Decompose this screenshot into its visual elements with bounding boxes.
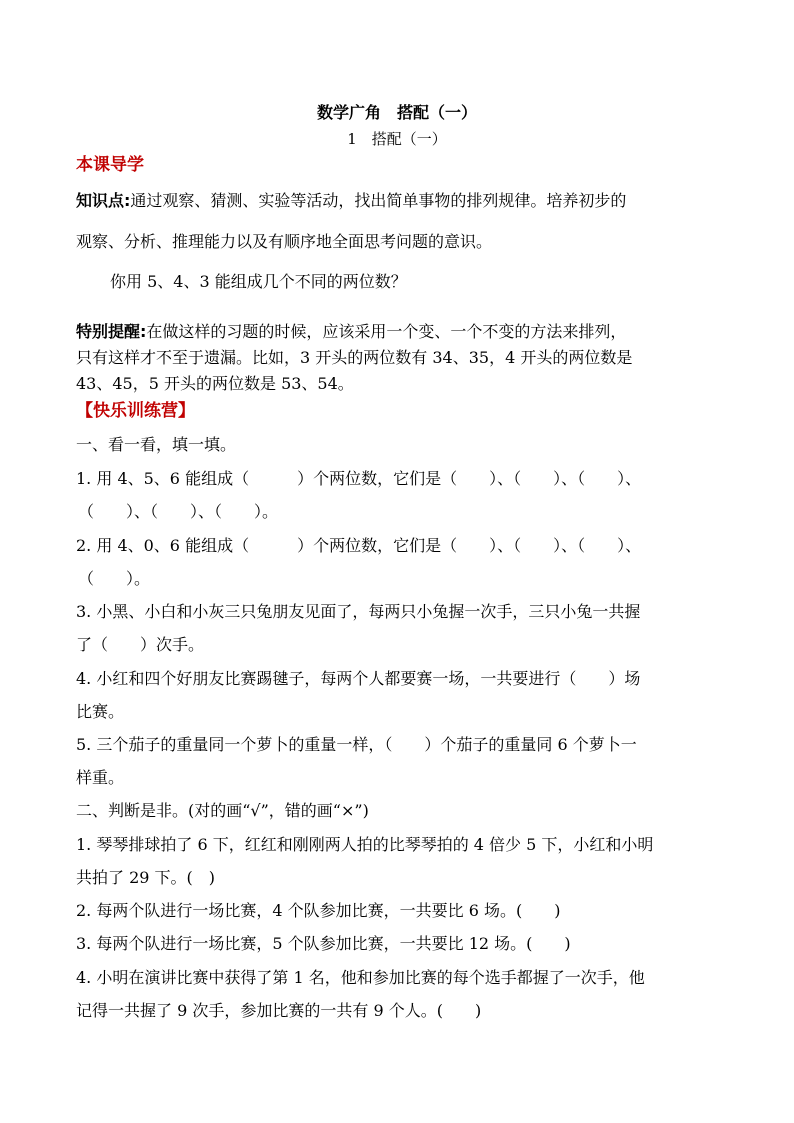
part1-q3-line-1: 3. 小黑、小白和小灰三只兔朋友见面了，每两只小兔握一次手，三只小兔一共握 (76, 602, 641, 621)
knowledge-text-1: 通过观察、猜测、实验等活动，找出简单事物的排列规律。培养初步的 (130, 191, 627, 210)
guide-question: 你用 5、4、3 能组成几个不同的两位数？ (110, 272, 407, 291)
part2-title: 二、判断是非。(对的画“√”，错的画“×”) (76, 801, 369, 820)
part2-q3: 3. 每两个队进行一场比赛，5 个队参加比赛，一共要比 12 场。( ) (76, 934, 571, 953)
tip-label: 特别提醒: (76, 322, 147, 341)
part2-q1-line-2: 共拍了 29 下。( ) (76, 868, 216, 887)
tip-line-2: 只有这样才不至于遗漏。比如，3 开头的两位数有 34、35，4 开头的两位数是 (76, 348, 633, 367)
part1-q5-line-1: 5. 三个茄子的重量同一个萝卜的重量一样，（ ）个茄子的重量同 6 个萝卜一 (76, 735, 637, 754)
part1-q4-line-2: 比赛。 (76, 702, 125, 721)
part2-q2: 2. 每两个队进行一场比赛，4 个队参加比赛，一共要比 6 场。( ) (76, 901, 561, 920)
part2-q4-line-1: 4. 小明在演讲比赛中获得了第 1 名，他和参加比赛的每个选手都握了一次手，他 (76, 968, 645, 987)
part1-q1-line-2: （ ）、（ ）、（ ）。 (78, 502, 279, 521)
knowledge-point-line-1 (76, 191, 626, 211)
part2-q1-line-1: 1. 琴琴排球拍了 6 下，红红和刚刚两人拍的比琴琴拍的 4 倍少 5 下，小红和小明 (76, 835, 654, 854)
page-title: 数学广角 搭配（一） (316, 103, 477, 122)
part1-q3-line-2: 了（ ）次手。 (76, 635, 205, 654)
knowledge-point-line-2: 观察、分析、推理能力以及有顺序地全面思考问题的意识。 (76, 232, 493, 251)
tip-line-3: 43、45，5 开头的两位数是 53、54。 (76, 374, 354, 393)
tip-text-1: 在做这样的习题的时候，应该采用一个变、一个不变的方法来排列， (146, 322, 627, 341)
part1-q4-line-1: 4. 小红和四个好朋友比赛踢毽子，每两个人都要赛一场，一共要进行（ ）场 (76, 669, 641, 688)
page-subtitle: 1 搭配（一） (347, 130, 447, 148)
guide-heading: 本课导学 (76, 155, 144, 175)
part1-q1-line-1: 1. 用 4、5、6 能组成（ ）个两位数，它们是（ ）、（ ）、（ ）、 (76, 469, 642, 488)
part1-title: 一、看一看，填一填。 (76, 435, 237, 454)
tip-line-1 (76, 322, 626, 342)
training-heading: 【快乐训练营】 (76, 401, 195, 421)
part1-q2-line-2: （ ）。 (78, 569, 151, 588)
part2-q4-line-2: 记得一共握了 9 次手，参加比赛的一共有 9 个人。( ) (76, 1001, 482, 1020)
part1-q5-line-2: 样重。 (76, 768, 125, 787)
knowledge-label: 知识点: (76, 191, 131, 210)
part1-q2-line-1: 2. 用 4、0、6 能组成（ ）个两位数，它们是（ ）、（ ）、（ ）、 (76, 536, 642, 555)
